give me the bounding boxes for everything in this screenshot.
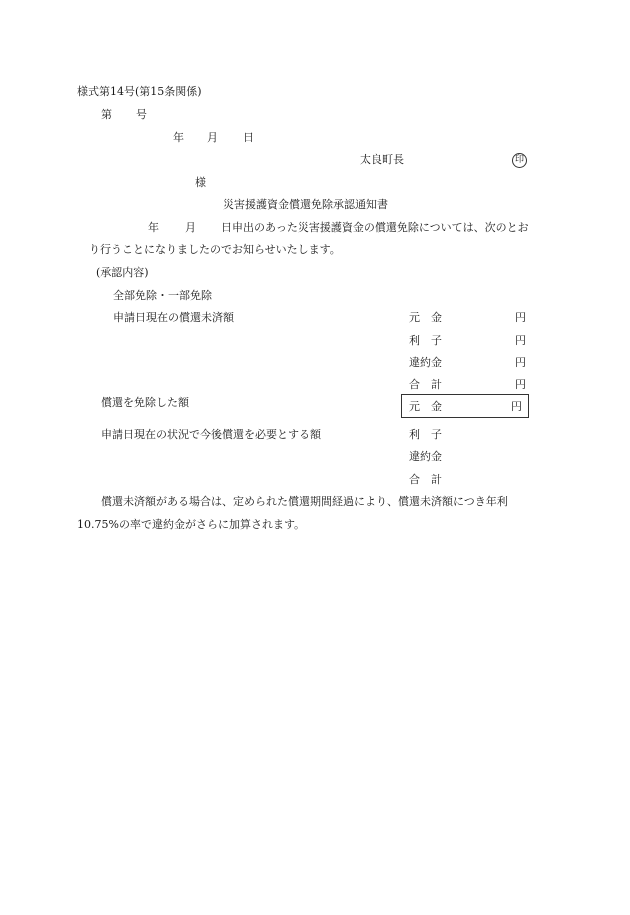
paragraph-line-2: り行うことになりましたのでお知らせいたします。 <box>89 243 341 256</box>
unpaid-balance-label: 申請日現在の償還未済額 <box>113 311 234 324</box>
exempted-principal-unit: 円 <box>511 400 522 413</box>
application-month: 月 <box>185 221 196 234</box>
exemption-type: 全部免除・一部免除 <box>113 289 212 302</box>
unpaid-interest-unit: 円 <box>515 334 526 347</box>
penalty-note-line-2: 10.75%の率で違約金がさらに加算されます。 <box>77 518 306 531</box>
unpaid-principal-unit: 円 <box>515 311 526 324</box>
unpaid-penalty-unit: 円 <box>515 356 526 369</box>
unpaid-total-label: 合 計 <box>409 378 442 391</box>
future-penalty-label: 違約金 <box>409 450 442 463</box>
exempted-principal-label: 元 金 <box>409 400 442 413</box>
unpaid-total-unit: 円 <box>515 378 526 391</box>
paragraph-line-1: 日申出のあった災害援護資金の償還免除については、次のとお <box>221 221 529 234</box>
penalty-note-line-1: 償還未済額がある場合は、定められた償還期間経過により、償還未済額につき年利 <box>101 495 508 508</box>
exempted-amount-label: 償還を免除した額 <box>101 396 189 409</box>
future-repayment-label: 申請日現在の状況で今後償還を必要とする額 <box>101 428 321 441</box>
form-number: 様式第14号(第15条関係) <box>77 85 202 98</box>
document-number-prefix: 第 <box>101 108 112 121</box>
addressee-honorific: 様 <box>195 176 206 189</box>
future-interest-label: 利 子 <box>409 428 442 441</box>
page-title: 災害援護資金償還免除承認通知書 <box>223 198 388 211</box>
approval-heading: (承認内容) <box>96 266 149 279</box>
future-total-label: 合 計 <box>409 473 442 486</box>
document-number-suffix: 号 <box>136 108 147 121</box>
date-day: 日 <box>243 131 254 144</box>
date-year: 年 <box>173 131 184 144</box>
date-month: 月 <box>207 131 218 144</box>
unpaid-interest-label: 利 子 <box>409 334 442 347</box>
issuer-name: 太良町長 <box>360 153 404 166</box>
seal-mark: 印 <box>512 153 527 168</box>
application-year: 年 <box>148 221 159 234</box>
unpaid-penalty-label: 違約金 <box>409 356 442 369</box>
unpaid-principal-label: 元 金 <box>409 311 442 324</box>
